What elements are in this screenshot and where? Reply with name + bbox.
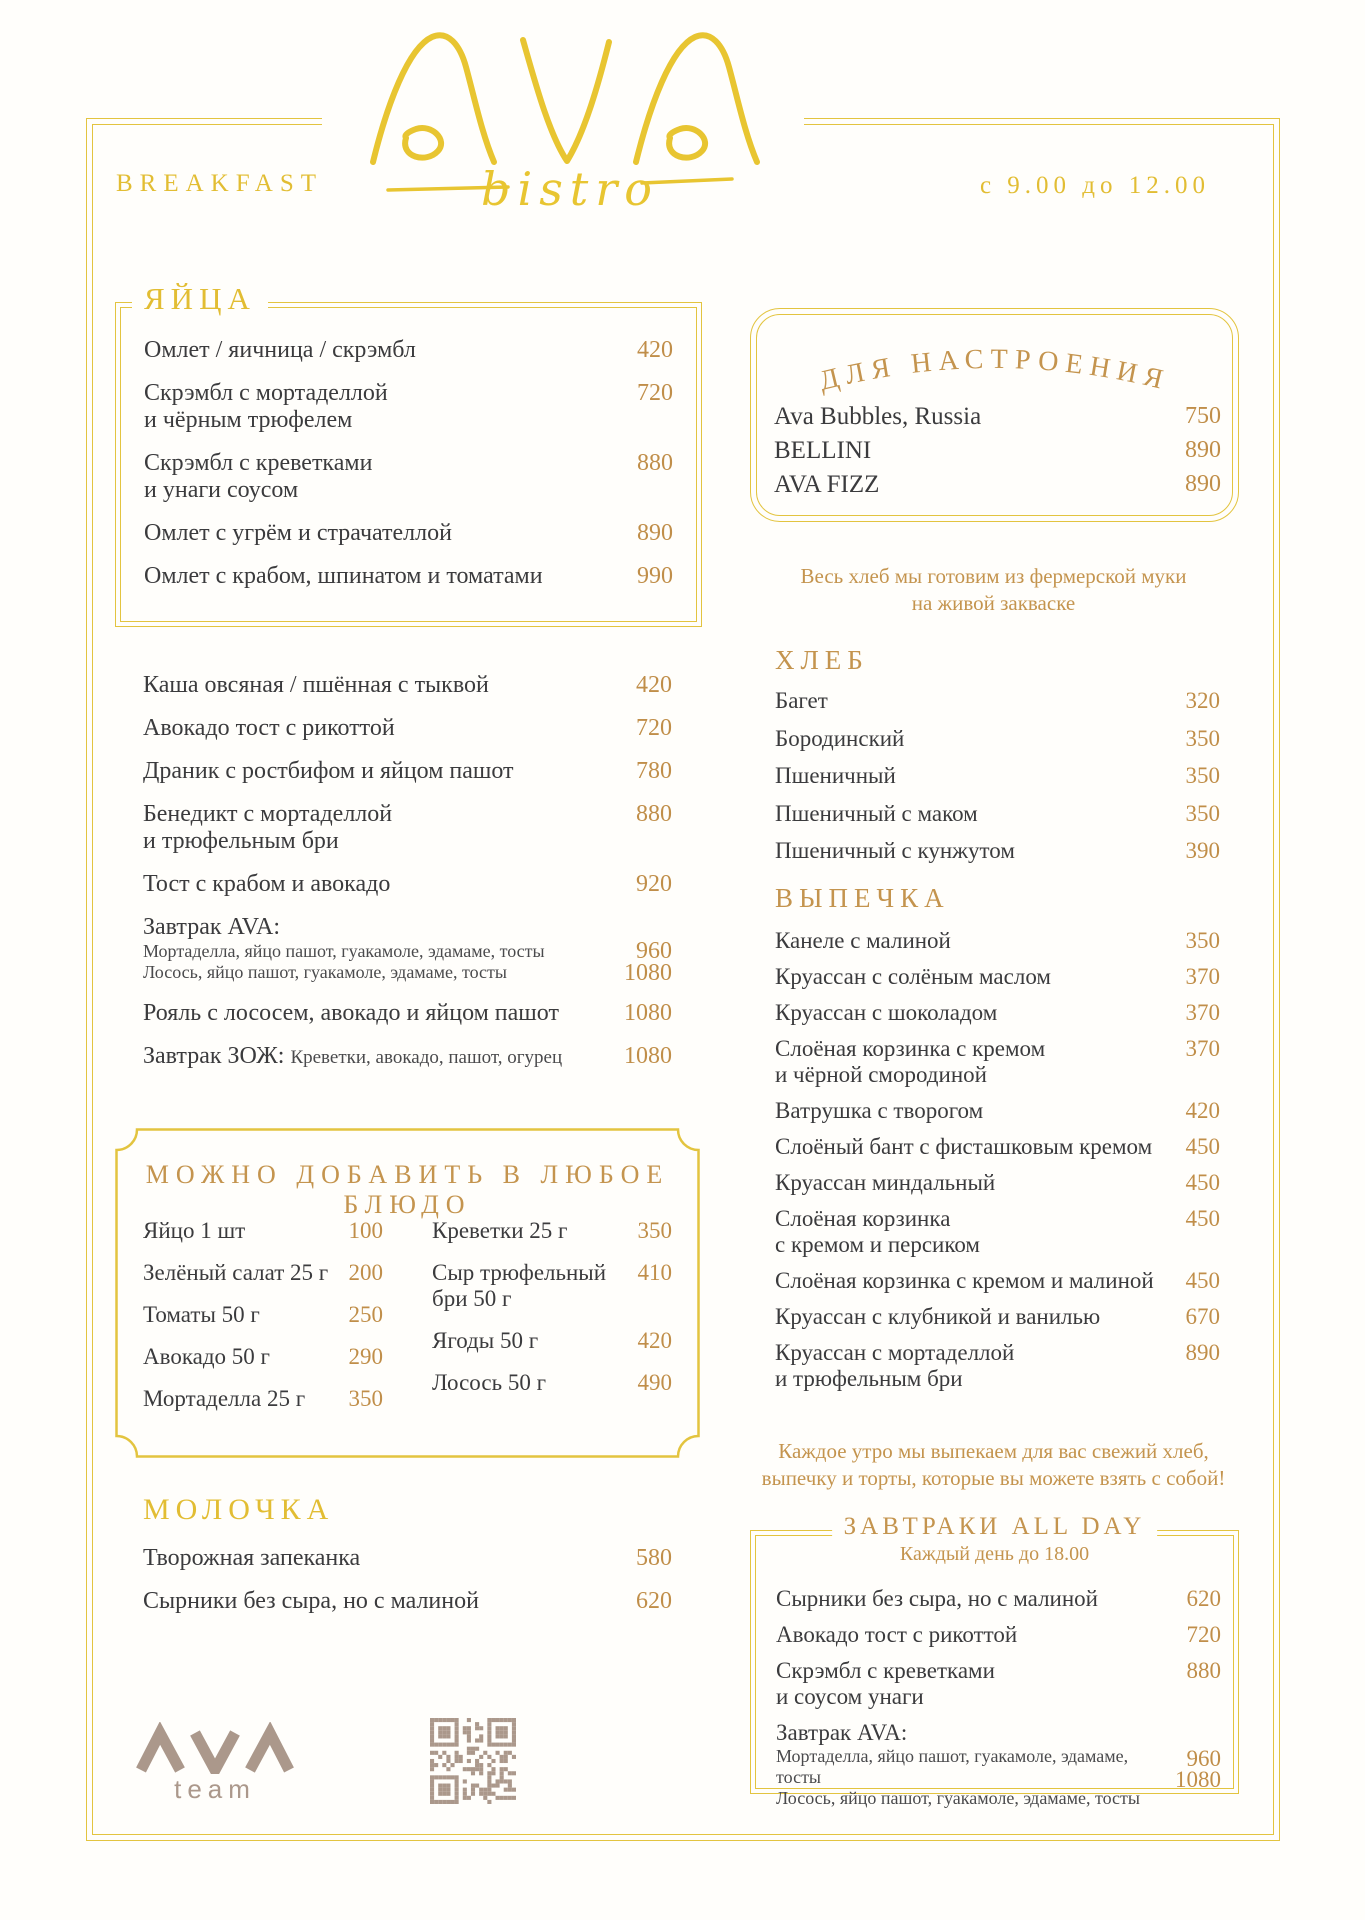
menu-item-price	[1187, 1622, 1222, 1648]
menu-item-name	[144, 380, 388, 434]
menu-item-price	[349, 1218, 384, 1244]
menu-item-name	[144, 337, 416, 364]
menu-item-name	[143, 1302, 260, 1328]
item-description: Лосось, яйцо пашот, гуакамоле, эдамаме, тосты	[143, 962, 507, 982]
pastry-item-list	[775, 928, 1220, 1402]
item-name-text: Мортаделла 25 г	[143, 1386, 306, 1411]
menu-item-row	[775, 928, 1220, 954]
menu-item-row	[775, 1304, 1220, 1330]
ava-bistro-logo	[330, 12, 800, 227]
menu-item-name	[774, 472, 879, 497]
menu-item-price	[636, 1588, 672, 1615]
menu-item-price	[1186, 1268, 1221, 1294]
menu-item-row	[775, 838, 1220, 865]
item-name-text: Креветки 25 г	[432, 1218, 568, 1243]
menu-item-name	[143, 1043, 562, 1071]
item-name-text: Круассан с солёным маслом	[775, 964, 1051, 989]
menu-item-row	[775, 763, 1220, 790]
menu-item-name	[143, 801, 392, 855]
item-price-text: 450	[1185, 1134, 1220, 1159]
menu-item-price	[637, 563, 673, 590]
item-price-text: 960	[636, 938, 672, 964]
addons-section-box	[115, 1128, 700, 1458]
menu-item-price	[1186, 1206, 1221, 1232]
item-price-text: 350	[348, 1386, 383, 1411]
item-name-text: Бенедикт с мортаделлой	[143, 801, 393, 827]
menu-item-price	[636, 672, 672, 699]
menu-item-name	[775, 964, 1051, 990]
item-name-text: Тост с крабом и авокадо	[143, 871, 391, 897]
menu-item-name	[143, 1218, 245, 1244]
menu-item-price	[637, 520, 673, 547]
menu-item-price	[637, 337, 673, 364]
menu-item-name	[432, 1260, 606, 1312]
item-price-text: 320	[1185, 688, 1220, 713]
menu-item-price	[1186, 838, 1221, 865]
item-description: Лосось, яйцо пашот, гуакамоле, эдамаме, тосты	[776, 1788, 1140, 1808]
menu-item-price	[637, 450, 673, 477]
menu-item-name	[775, 1340, 1014, 1392]
item-price-text: 450	[1185, 1268, 1220, 1293]
menu-item-name	[775, 1268, 1154, 1294]
menu-item-row	[775, 726, 1220, 753]
menu-item-price	[638, 1218, 673, 1244]
menu-item-price	[349, 1302, 384, 1328]
qr-code	[430, 1718, 516, 1804]
menu-item-price	[1186, 1304, 1221, 1330]
item-price2-text: 1080	[624, 960, 672, 986]
menu-item-price	[1186, 964, 1221, 990]
menu-item-price	[624, 914, 672, 984]
menu-item-row	[143, 914, 672, 984]
addons-section-title: МОЖНО ДОБАВИТЬ В ЛЮБОЕ БЛЮДО	[145, 1160, 670, 1219]
menu-item-row	[143, 801, 672, 855]
menu-item-price	[349, 1260, 384, 1286]
item-name-text: Зелёный салат 25 г	[143, 1260, 329, 1285]
item-name-text: Лосось 50 г	[432, 1370, 547, 1395]
menu-item-name	[143, 871, 390, 898]
item-name-text: Скрэмбл с креветками	[144, 450, 373, 476]
menu-item-price	[1185, 438, 1221, 463]
item-name-line2: и чёрной смородиной	[775, 1062, 987, 1087]
item-name-text: Завтрак ЗОЖ:	[143, 1043, 285, 1069]
item-name-text: Скрэмбл с мортаделлой	[144, 380, 388, 406]
mood-section-title: ДЛЯ НАСТРОЕНИЯ	[816, 343, 1173, 398]
menu-item-name	[143, 914, 545, 983]
item-price-text: 620	[1186, 1586, 1221, 1611]
menu-item-row	[143, 1386, 383, 1412]
menu-item-name	[144, 520, 452, 547]
item-name-text: Ava Bubbles, Russia	[774, 403, 982, 430]
menu-item-price	[1185, 404, 1221, 429]
item-name-line2: с кремом и персиком	[775, 1232, 980, 1257]
item-price-text: 350	[1185, 928, 1220, 953]
item-name-line2: и соусом унаги	[776, 1684, 924, 1709]
item-price-text: 370	[1185, 1036, 1220, 1061]
menu-item-row	[144, 380, 673, 434]
menu-item-row	[144, 337, 673, 364]
item-name-text: Яйцо 1 шт	[143, 1218, 246, 1243]
item-name-text: Слоёный бант с фисташковым кремом	[775, 1134, 1153, 1159]
item-price2-text: 1080	[1175, 1767, 1221, 1792]
menu-section-label: BREAKFAST	[116, 170, 324, 197]
menu-item-row	[775, 964, 1220, 990]
bakery-note-line1: Каждое утро мы выпекаем для вас свежий хлеб,	[778, 1439, 1209, 1463]
item-price-text: 890	[1185, 471, 1221, 497]
menu-item-price	[1187, 1586, 1222, 1612]
ava-logo-icon	[330, 12, 800, 227]
item-price-text: 350	[1185, 800, 1220, 826]
item-name-text: Скрэмбл с креветками	[776, 1658, 995, 1683]
menu-item-price	[636, 758, 672, 785]
menu-item-name	[143, 1588, 479, 1615]
menu-item-row	[143, 1344, 383, 1370]
item-price-text: 580	[636, 1545, 672, 1571]
item-name-text: Авокадо тост с рикоттой	[776, 1622, 1018, 1647]
item-name-text: AVA FIZZ	[774, 471, 880, 498]
menu-item-row	[776, 1622, 1221, 1648]
svg-text:ДЛЯ НАСТРОЕНИЯ	[816, 344, 1172, 397]
item-price-text: 720	[636, 715, 672, 741]
menu-item-price	[636, 715, 672, 742]
item-name-text: Завтрак AVA:	[143, 914, 280, 940]
menu-item-name	[776, 1622, 1017, 1648]
item-price-text: 720	[1186, 1622, 1221, 1647]
mood-drinks-box	[750, 308, 1239, 522]
item-price-text: 890	[1185, 437, 1221, 463]
item-name-text: Пшеничный	[775, 763, 896, 788]
menu-item-row	[143, 871, 672, 898]
addons-columns	[143, 1218, 672, 1428]
item-name-text: Омлет / яичница / скрэмбл	[144, 337, 416, 363]
item-name-text: Пшеничный с кунжутом	[775, 838, 1015, 863]
menu-item-price	[1186, 1134, 1221, 1160]
menu-item-price	[1186, 1000, 1221, 1026]
arched-title	[751, 329, 1238, 409]
menu-item-row	[776, 1720, 1221, 1809]
item-price-text: 750	[1185, 403, 1221, 429]
menu-item-row	[776, 1658, 1221, 1710]
item-name-text: Томаты 50 г	[143, 1302, 260, 1327]
menu-item-row	[144, 450, 673, 504]
item-price-text: 880	[1186, 1658, 1221, 1683]
menu-item-name	[775, 1206, 980, 1258]
menu-item-name	[143, 1386, 305, 1412]
item-price-text: 350	[1185, 725, 1220, 751]
menu-item-name	[143, 1344, 270, 1370]
menu-item-row	[143, 1000, 672, 1027]
menu-item-name	[774, 438, 871, 463]
menu-item-price	[1186, 726, 1221, 753]
item-price-text: 890	[637, 520, 673, 546]
item-price-text: 890	[1185, 1340, 1220, 1365]
menu-item-name	[432, 1218, 567, 1244]
menu-item-name	[143, 1545, 360, 1572]
item-price-text: 880	[637, 450, 673, 476]
pastry-section-title: ВЫПЕЧКА	[775, 883, 950, 913]
addons-right-list	[432, 1218, 672, 1428]
item-name-text: Сырники без сыра, но с малиной	[143, 1588, 479, 1614]
menu-item-name	[775, 1098, 983, 1124]
item-name-text: Пшеничный с маком	[775, 800, 978, 826]
menu-item-name	[432, 1328, 538, 1354]
menu-item-name	[143, 758, 514, 785]
item-name-text: Круассан миндальный	[775, 1170, 996, 1195]
menu-item-row	[774, 404, 1221, 429]
item-name-text: Круассан с клубникой и ванилью	[775, 1304, 1101, 1329]
menu-item-name	[776, 1586, 1098, 1612]
menu-item-price	[1186, 1036, 1221, 1062]
item-price-text: 290	[348, 1344, 383, 1369]
item-description: Мортаделла, яйцо пашот, гуакамоле, эдамаме, тосты	[143, 941, 545, 961]
menu-item-price	[1186, 763, 1221, 790]
eggs-section-box	[115, 281, 702, 627]
menu-item-name	[432, 1370, 546, 1396]
bread-note-line1: Весь хлеб мы готовим из фермерской муки	[800, 564, 1187, 588]
item-name-text: BELLINI	[774, 437, 872, 464]
item-name-text: Канеле с малиной	[775, 928, 951, 953]
item-name-text: Сыр трюфельный	[432, 1260, 607, 1285]
menu-item-row	[143, 1302, 383, 1328]
item-price-text: 420	[637, 1328, 672, 1353]
menu-item-row	[774, 472, 1221, 497]
menu-item-row	[775, 688, 1220, 715]
menu-item-price	[1175, 1720, 1221, 1790]
menu-item-name	[143, 715, 395, 742]
menu-item-row	[143, 1545, 672, 1572]
item-name-line2: и трюфельным бри	[775, 1366, 963, 1391]
menu-item-price	[624, 1043, 672, 1070]
menu-item-row	[775, 1340, 1220, 1392]
menu-item-name	[775, 688, 828, 715]
menu-item-name	[775, 1134, 1152, 1160]
menu-item-row	[775, 1098, 1220, 1124]
bakery-note	[750, 1438, 1237, 1492]
dairy-section-title: МОЛОЧКА	[143, 1493, 335, 1526]
menu-item-price	[1186, 928, 1221, 954]
menu-item-price	[624, 1000, 672, 1027]
item-name-text: Сырники без сыра, но с малиной	[776, 1586, 1098, 1611]
menu-item-row	[144, 563, 673, 590]
item-name-text: Слоёная корзинка	[775, 1206, 951, 1231]
menu-item-name	[775, 1000, 997, 1026]
item-price-text: 410	[637, 1260, 672, 1285]
item-name-text: Бородинский	[775, 725, 905, 751]
item-price-text: 920	[636, 871, 672, 897]
menu-item-name	[775, 1170, 995, 1196]
mains-item-list	[143, 672, 672, 1087]
item-name-text: Круассан с мортаделлой	[775, 1340, 1015, 1365]
menu-item-name	[775, 1036, 1045, 1088]
menu-item-price	[1186, 688, 1221, 715]
item-price-text: 990	[637, 563, 673, 589]
menu-item-price	[1187, 1658, 1222, 1684]
menu-item-row	[143, 1260, 383, 1286]
menu-item-name	[776, 1658, 995, 1710]
menu-item-name	[143, 1000, 559, 1027]
menu-item-row	[432, 1370, 672, 1396]
bread-note-line2: на живой закваске	[911, 591, 1076, 615]
addons-left-list	[143, 1218, 383, 1428]
eggs-item-list	[144, 337, 673, 606]
item-price-text: 420	[636, 672, 672, 698]
menu-item-name	[144, 450, 372, 504]
allday-item-list	[776, 1586, 1221, 1819]
item-name-text: Омлет с крабом, шпинатом и томатами	[144, 563, 543, 589]
bakery-note-line2: выпечку и торты, которые вы можете взять с собой!	[761, 1466, 1226, 1490]
menu-item-name	[775, 928, 951, 954]
menu-item-name	[774, 404, 981, 429]
menu-item-row	[432, 1260, 672, 1312]
item-name-text: Рояль с лососем, авокадо и яйцом пашот	[143, 1000, 559, 1026]
item-name-text: Ватрушка с творогом	[775, 1098, 984, 1123]
item-price-text: 370	[1185, 964, 1220, 989]
eggs-section-title: ЯЙЦА	[132, 281, 268, 317]
menu-item-price	[349, 1344, 384, 1370]
menu-item-name	[144, 563, 543, 590]
bread-item-list	[775, 688, 1220, 876]
menu-item-row	[143, 1218, 383, 1244]
item-price-text: 1080	[624, 1043, 672, 1069]
item-price-text: 100	[348, 1218, 383, 1243]
ava-team-logo-icon	[133, 1722, 297, 1774]
item-name-text: Омлет с угрём и страчателлой	[144, 520, 452, 546]
item-price-text: 1080	[624, 1000, 672, 1026]
item-name-text: Багет	[775, 688, 828, 713]
menu-item-price	[638, 1370, 673, 1396]
menu-item-row	[143, 715, 672, 742]
item-price-text: 670	[1185, 1304, 1220, 1329]
menu-item-row	[775, 1000, 1220, 1026]
serving-hours: с 9.00 до 12.00	[979, 172, 1211, 199]
allday-section-title: ЗАВТРАКИ ALL DAY	[832, 1513, 1158, 1541]
menu-item-row	[143, 672, 672, 699]
item-name-text: Завтрак AVA:	[776, 1720, 908, 1745]
item-price-text: 450	[1185, 1206, 1220, 1231]
item-price-text: 780	[636, 758, 672, 784]
item-name-line2: бри 50 г	[432, 1286, 512, 1311]
item-price-text: 960	[1186, 1746, 1221, 1771]
item-price-text: 620	[636, 1588, 672, 1614]
item-name-text: Слоёная корзинка с кремом и малиной	[775, 1268, 1154, 1293]
item-price-text: 370	[1185, 1000, 1220, 1025]
menu-item-row	[143, 758, 672, 785]
bread-section-title: ХЛЕБ	[775, 645, 869, 675]
item-name-text: Творожная запеканка	[143, 1545, 361, 1571]
menu-item-price	[637, 380, 673, 407]
menu-item-name	[143, 672, 489, 699]
allday-breakfast-box	[750, 1513, 1239, 1808]
menu-item-row	[774, 438, 1221, 463]
menu-item-row	[144, 520, 673, 547]
item-price-text: 200	[348, 1260, 383, 1285]
menu-item-price	[1186, 1098, 1221, 1124]
item-name-text: Слоёная корзинка с кремом	[775, 1036, 1046, 1061]
bistro-script-label: bistro	[481, 162, 659, 216]
item-price-text: 350	[1185, 763, 1220, 788]
bread-note	[750, 563, 1237, 617]
menu-item-price	[349, 1386, 384, 1412]
menu-item-row	[775, 1036, 1220, 1088]
menu-item-row	[775, 1268, 1220, 1294]
item-price-text: 420	[637, 337, 673, 363]
menu-item-row	[776, 1586, 1221, 1612]
dairy-item-list	[143, 1545, 672, 1631]
menu-item-price	[1186, 1340, 1221, 1366]
item-description: Мортаделла, яйцо пашот, гуакамоле, эдамаме, тосты	[776, 1746, 1129, 1787]
menu-item-row	[143, 1588, 672, 1615]
menu-item-row	[432, 1328, 672, 1354]
item-price-text: 490	[637, 1370, 672, 1395]
item-description-inline: Креветки, авокадо, пашот, огурец	[290, 1047, 563, 1068]
item-price-text: 720	[637, 380, 673, 406]
item-name-text: Авокадо 50 г	[143, 1344, 270, 1369]
item-price-text: 420	[1185, 1098, 1220, 1123]
menu-item-price	[1186, 801, 1221, 828]
menu-item-row	[432, 1218, 672, 1244]
item-name-text: Драник с ростбифом и яйцом пашот	[143, 758, 514, 784]
menu-item-name	[775, 726, 904, 753]
menu-item-price	[636, 801, 672, 828]
item-name-text: Каша овсяная / пшённая с тыквой	[143, 672, 489, 698]
menu-item-name	[775, 1304, 1100, 1330]
menu-item-price	[638, 1328, 673, 1354]
menu-item-row	[775, 801, 1220, 828]
menu-item-row	[775, 1206, 1220, 1258]
menu-item-price	[1185, 472, 1221, 497]
item-name-text: Ягоды 50 г	[432, 1328, 539, 1353]
item-name-text: Авокадо тост с рикоттой	[143, 715, 395, 741]
menu-item-name	[143, 1260, 328, 1286]
menu-item-row	[143, 1043, 672, 1071]
item-name-line2: и унаги соусом	[144, 477, 299, 503]
menu-item-name	[775, 838, 1015, 865]
allday-subtitle: Каждый день до 18.00	[899, 1543, 1090, 1565]
mood-item-list	[774, 404, 1221, 506]
menu-item-row	[775, 1170, 1220, 1196]
menu-item-name	[776, 1720, 1175, 1809]
menu-item-price	[638, 1260, 673, 1286]
item-price-text: 390	[1185, 838, 1220, 863]
menu-item-name	[775, 801, 978, 828]
menu-item-price	[636, 871, 672, 898]
menu-item-price	[1186, 1170, 1221, 1196]
item-price-text: 350	[637, 1218, 672, 1243]
menu-item-price	[636, 1545, 672, 1572]
item-price-text: 250	[348, 1302, 383, 1327]
team-label: team	[174, 1774, 256, 1804]
item-name-line2: и трюфельным бри	[143, 828, 339, 854]
menu-item-row	[775, 1134, 1220, 1160]
item-name-text: Круассан с шоколадом	[775, 1000, 998, 1025]
item-name-line2: и чёрным трюфелем	[144, 407, 353, 433]
item-price-text: 880	[636, 801, 672, 827]
item-price-text: 450	[1185, 1170, 1220, 1195]
menu-item-name	[775, 763, 896, 790]
